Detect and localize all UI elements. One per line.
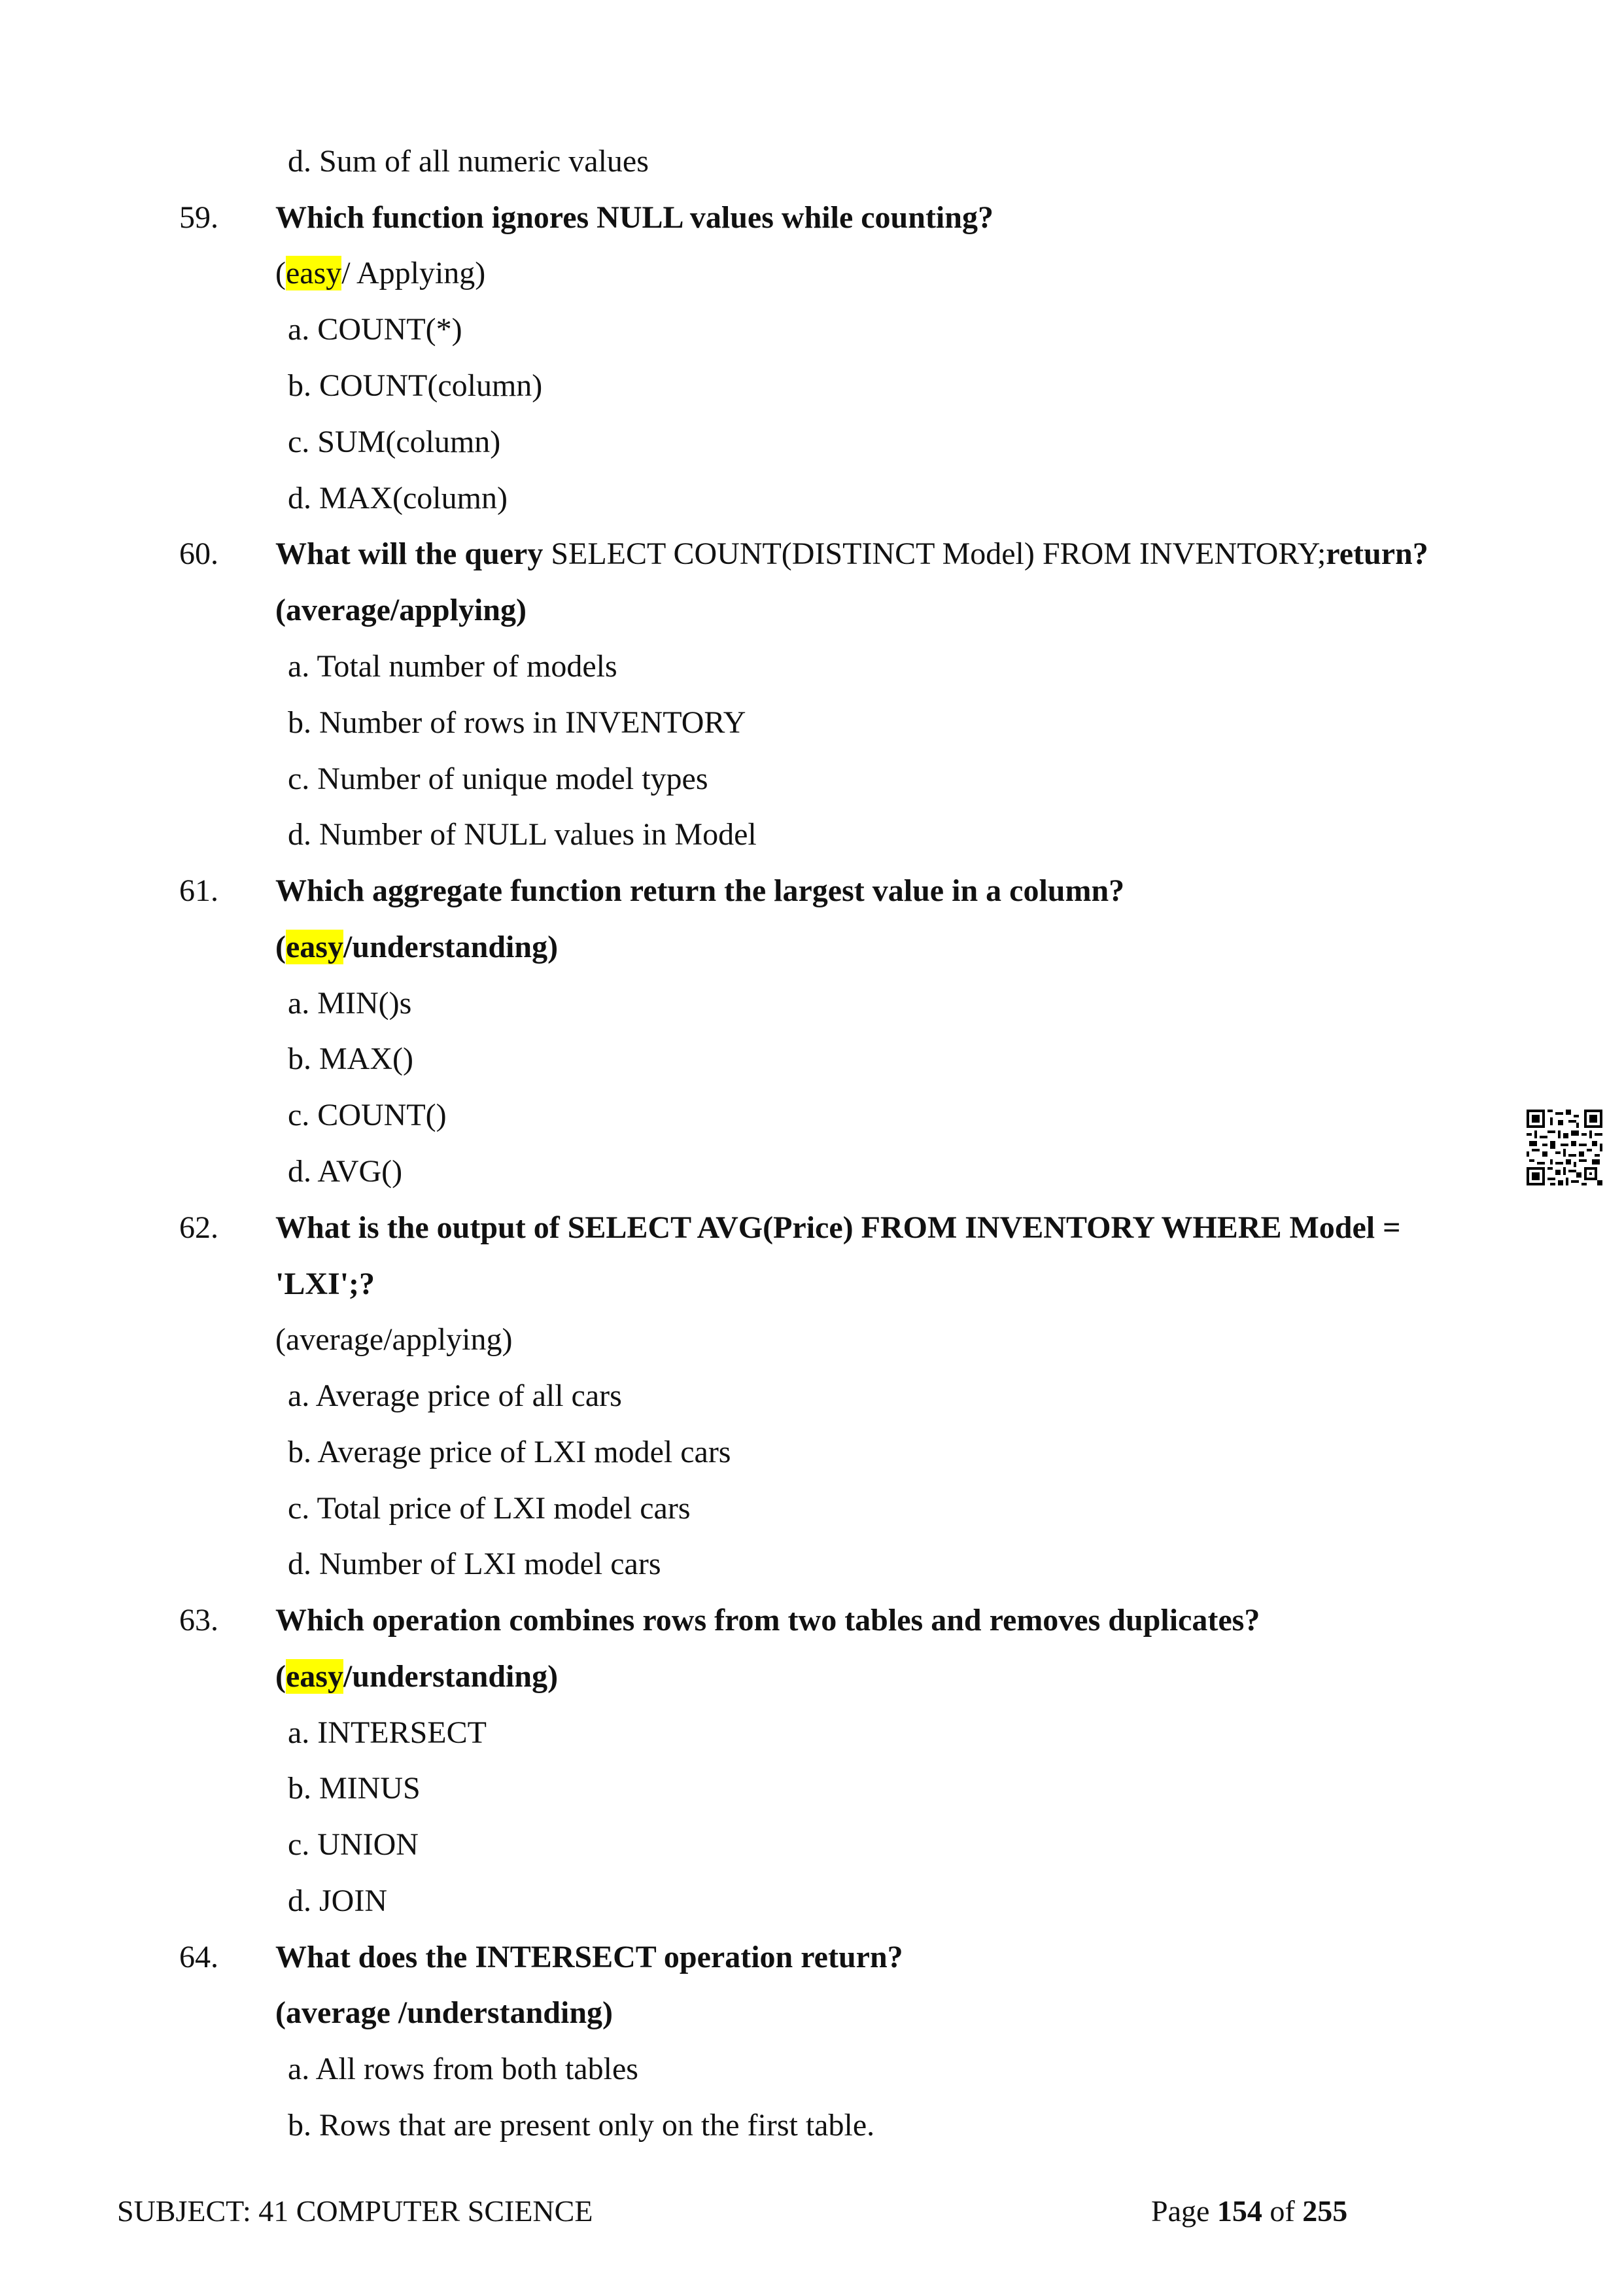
- tag-rest: /understanding): [343, 930, 559, 964]
- option-carry-over: d. Sum of all numeric values: [288, 144, 649, 179]
- option: d. AVG(): [288, 1154, 403, 1189]
- option: c. UNION: [288, 1827, 419, 1862]
- difficulty-tag: (average/applying): [275, 593, 527, 627]
- option: a. MIN()s: [288, 986, 412, 1021]
- page-number: [1151, 2193, 1347, 2230]
- option: c. SUM(column): [288, 425, 501, 459]
- option: b. Average price of LXI model cars: [288, 1435, 731, 1469]
- question-text: What is the output of SELECT AVG(Price) FROM INVENTORY WHERE Model =: [275, 1210, 1401, 1245]
- tag-open: (: [275, 1659, 286, 1694]
- option: d. MAX(column): [288, 481, 508, 516]
- page-total: 255: [1302, 2194, 1348, 2228]
- option: c. COUNT(): [288, 1098, 447, 1132]
- option: a. Total number of models: [288, 649, 617, 684]
- option: d. Number of NULL values in Model: [288, 817, 757, 852]
- question-text-bold: return?: [1326, 536, 1428, 571]
- option: a. All rows from both tables: [288, 2052, 638, 2086]
- difficulty-tag: [275, 254, 485, 293]
- question-text-code: SELECT COUNT(DISTINCT Model) FROM INVENTORY;: [551, 536, 1326, 571]
- option: c. Total price of LXI model cars: [288, 1491, 691, 1526]
- question-text: Which operation combines rows from two tables and removes duplicates?: [275, 1603, 1260, 1638]
- question-number: 59.: [179, 200, 218, 235]
- difficulty-tag: (average /understanding): [275, 1995, 613, 2030]
- question-text: [275, 534, 1428, 574]
- question-number: 62.: [179, 1210, 218, 1245]
- option: b. Number of rows in INVENTORY: [288, 705, 746, 740]
- option: d. JOIN: [288, 1883, 387, 1918]
- page-current: 154: [1217, 2194, 1262, 2228]
- question-text: Which function ignores NULL values while counting?: [275, 200, 993, 235]
- question-number: 63.: [179, 1603, 218, 1638]
- footer-subject: SUBJECT: 41 COMPUTER SCIENCE: [117, 2194, 593, 2228]
- question-text-bold: What will the query: [275, 536, 551, 571]
- option: a. COUNT(*): [288, 312, 462, 347]
- tag-highlight: easy: [285, 930, 343, 964]
- question-number: 61.: [179, 873, 218, 908]
- option: b. Rows that are present only on the first table.: [288, 2108, 875, 2143]
- question-text-continued: 'LXI';?: [275, 1267, 375, 1301]
- question-number: 60.: [179, 536, 218, 571]
- option: c. Number of unique model types: [288, 762, 708, 796]
- difficulty-tag: [275, 928, 558, 967]
- difficulty-tag: [275, 1657, 558, 1696]
- question-text: Which aggregate function return the largest value in a column?: [275, 873, 1125, 908]
- page-middle: of: [1262, 2194, 1303, 2228]
- page-prefix: Page: [1151, 2194, 1217, 2228]
- option: b. MAX(): [288, 1042, 413, 1076]
- tag-rest: / Applying): [341, 256, 486, 290]
- tag-open: (: [275, 930, 286, 964]
- tag-open: (: [275, 256, 286, 290]
- option: a. INTERSECT: [288, 1715, 487, 1750]
- option: b. MINUS: [288, 1771, 421, 1806]
- option: d. Number of LXI model cars: [288, 1547, 661, 1581]
- option: a. Average price of all cars: [288, 1378, 622, 1413]
- question-text: What does the INTERSECT operation return?: [275, 1940, 903, 1974]
- tag-highlight: easy: [285, 256, 342, 290]
- question-number: 64.: [179, 1940, 218, 1974]
- tag-rest: /understanding): [343, 1659, 559, 1694]
- tag-highlight: easy: [285, 1659, 343, 1694]
- qr-code: [1527, 1110, 1602, 1185]
- option: b. COUNT(column): [288, 368, 543, 403]
- difficulty-tag: (average/applying): [275, 1322, 513, 1357]
